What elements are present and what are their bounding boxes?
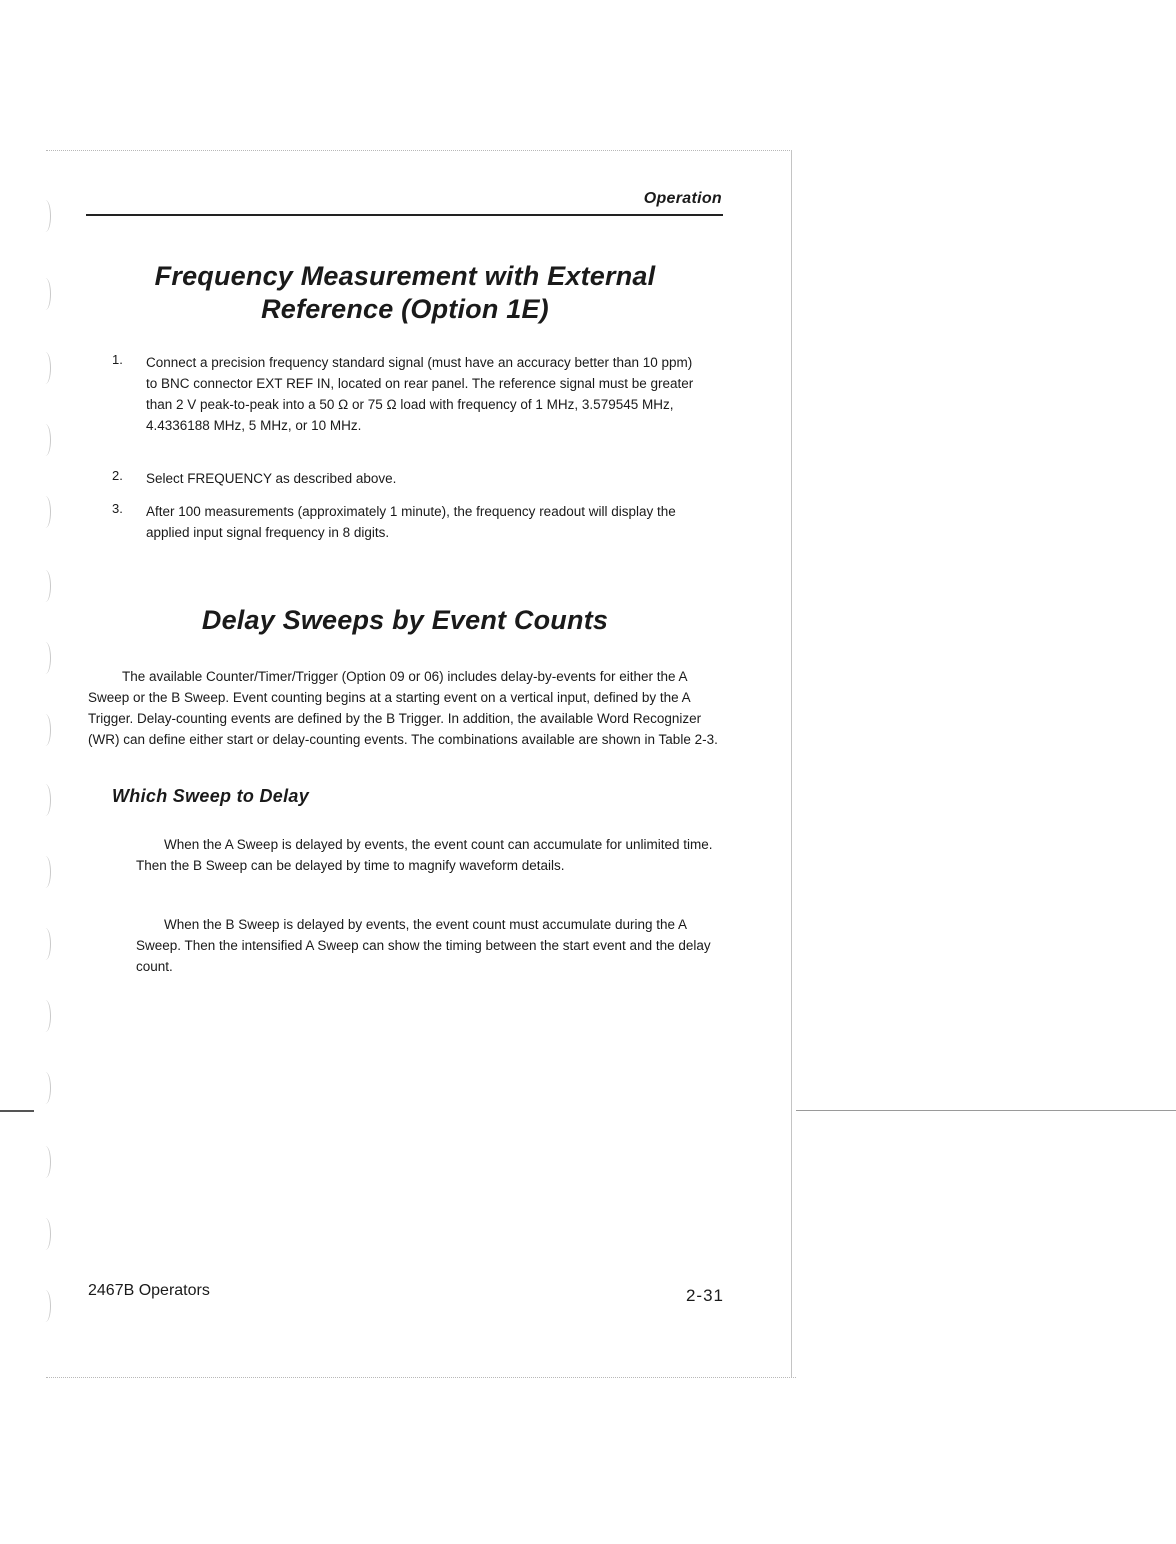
subheading: Which Sweep to Delay [112,786,310,806]
binder-hole [40,714,51,746]
step-number: 2. [112,468,123,483]
binder-hole [40,642,51,674]
body-paragraph: When the B Sweep is delayed by events, the event count must accumulate during the A Sweep. Then the intensified A Sweep can show the timing between the start event and the delay count. [136,917,711,974]
binder-hole [40,784,51,816]
body-paragraph: When the A Sweep is delayed by events, the event count can accumulate for unlimited time. Then the B Sweep can be delayed by time to magnify waveform details. [136,837,713,873]
section-title-line-2: Reference (Option 1E) [261,294,549,324]
running-head: Operation [643,190,722,207]
binder-hole [40,1146,51,1178]
binder-hole [40,1072,51,1104]
binder-hole [40,352,51,384]
page-number: 2-31 [685,1286,724,1305]
binder-hole [40,200,51,232]
binder-hole [40,1218,51,1250]
binder-hole [40,856,51,888]
binder-hole [40,570,51,602]
scan-line-right [796,1110,1176,1111]
step-text: Connect a precision frequency standard signal (must have an accuracy better than 10 ppm) to BNC connector EXT REF IN, located on rear panel. The reference signal must be greater than 2 V peak-to-peak into a 50 Ω or 75 Ω load with frequency of 1 MHz, 3.579545 MHz, 4.4336188 MHz, 5 MHz, or 10 MHz. [146,355,694,433]
section-title: Delay Sweeps by Event Counts [201,605,609,635]
binder-hole [40,278,51,310]
binder-hole [40,496,51,528]
step-number: 1. [112,352,123,367]
scan-border-bottom [46,1377,796,1378]
step-number: 3. [112,501,123,516]
binder-hole [40,1290,51,1322]
binder-hole [40,424,51,456]
binder-hole [40,928,51,960]
step-text: Select FREQUENCY as described above. [146,471,397,486]
scan-border-top [46,150,790,151]
binder-hole [40,1000,51,1032]
step-text: After 100 measurements (approximately 1 minute), the frequency readout will display the applied input signal frequency in 8 digits. [146,504,676,540]
footer-manual-title: 2467B Operators [88,1282,210,1299]
section-title-line-1: Frequency Measurement with External [154,261,656,291]
scan-border-right [791,150,792,1378]
intro-paragraph: The available Counter/Timer/Trigger (Option 09 or 06) includes delay-by-events for either the A Sweep or the B Sweep. Event counting begins at a starting event on a vertical input, defined by the A Trigger. Delay-counting events are defined by the B Trigger. In addition, the available Word Recognizer (WR) can define either start or delay-counting events. The combinations available are shown in Table 2-3. [88,669,718,747]
scan-line-left [0,1110,34,1112]
header-rule [86,214,723,216]
